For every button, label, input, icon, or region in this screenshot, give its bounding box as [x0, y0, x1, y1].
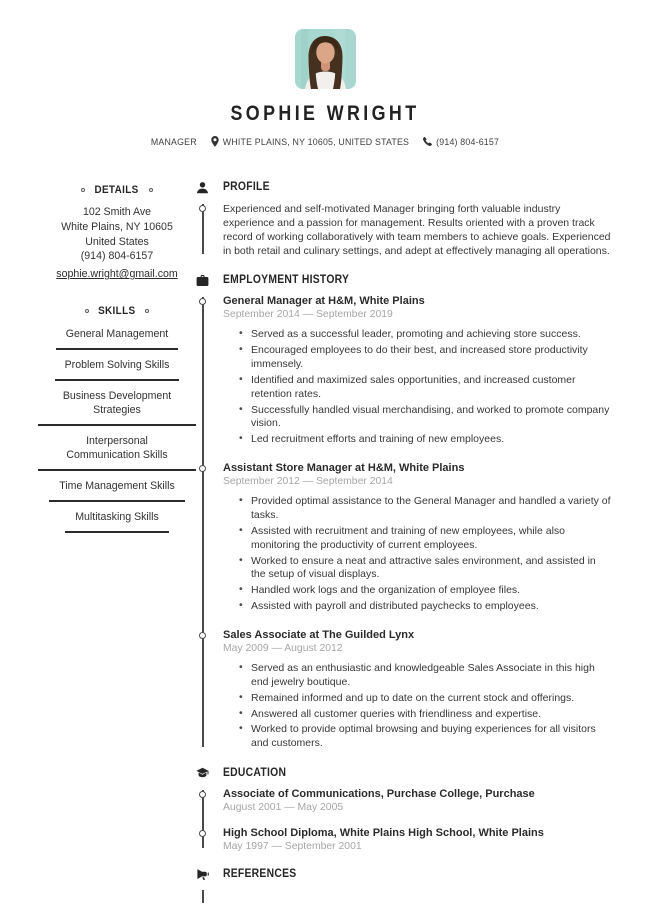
- job-bullet: • Provided optimal assistance to the General Manager and handled a variety of tasks.: [251, 495, 612, 523]
- job-dates: September 2014 — September 2019: [223, 309, 393, 321]
- phone-item: [423, 137, 499, 147]
- phone-text: (914) 804-6157: [436, 136, 500, 147]
- job-bullets: [223, 495, 612, 614]
- job-bullet: • Handled work logs and the organization of employee files.: [251, 584, 612, 598]
- ring-decoration-icon: [149, 188, 153, 192]
- profile-photo: [295, 29, 356, 89]
- location-item: [211, 136, 409, 147]
- section-education: [196, 767, 612, 852]
- job-title: General Manager at H&M, White Plains: [223, 295, 425, 308]
- detail-line: United States: [85, 235, 149, 248]
- ring-decoration-icon: [85, 309, 89, 313]
- email-link[interactable]: sophie.wright@gmail.com: [56, 268, 178, 281]
- employment-section-title: EMPLOYMENT HISTORY: [223, 274, 350, 287]
- job-bullet: • Remained informed and up to date on the current stock and offerings.: [251, 692, 612, 706]
- profile-section-title: PROFILE: [223, 181, 270, 193]
- job-bullet: • Encouraged employees to do their best, and increased store productivity immensely.: [251, 344, 612, 372]
- skill-item: Business Development Strategies: [38, 390, 196, 426]
- job-dates: September 2012 — September 2014: [223, 476, 393, 488]
- profile-text: Experienced and self-motivated Manager bringing forth valuable industry experience and a passion for management. Results oriented with a proven track record of working collaboratively with team members to achieve goals. Experienced in both retail and culinary settings, and adept at effectively managing all operations.: [223, 203, 611, 258]
- person-icon: [196, 181, 209, 194]
- graduation-cap-icon: [196, 767, 209, 780]
- main-column: [196, 181, 612, 908]
- job-bullet: • Served as a successful leader, promoting and achieving store success.: [251, 328, 612, 342]
- details-header: [38, 184, 196, 196]
- skill-item: Multitasking Skills: [65, 511, 169, 533]
- education-entry: [223, 827, 612, 852]
- education-entry: [223, 788, 612, 813]
- details-lines: [38, 205, 196, 264]
- education-section-title: EDUCATION: [223, 767, 287, 780]
- job-bullet: • Assisted with payroll and distributed paychecks to employees.: [251, 600, 612, 614]
- education-dates: August 2001 — May 2005: [223, 802, 344, 814]
- skills-title: SKILLS: [98, 305, 136, 318]
- ring-decoration-icon: [145, 309, 149, 313]
- candidate-name: SOPHIE WRIGHT: [230, 102, 420, 125]
- timeline-line: [202, 297, 204, 747]
- job-bullet: • Assisted with recruitment and training of new employees, while also monitoring the productivity of current employees.: [251, 525, 612, 553]
- location-text: WHITE PLAINS, NY 10605, UNITED STATES: [222, 136, 410, 147]
- details-title: DETAILS: [94, 184, 140, 196]
- job-bullet: • Served as an enthusiastic and knowledgeable Sales Associate in this high end jewelry boutique.: [251, 662, 612, 690]
- profile-entry: [223, 202, 612, 258]
- details-section: [38, 184, 196, 282]
- job-role: MANAGER: [150, 136, 197, 147]
- job-bullet: • Successfully handled visual merchandising, and worked to promote company vision.: [251, 404, 612, 432]
- skills-section: [38, 305, 196, 533]
- briefcase-icon: [196, 274, 209, 287]
- megaphone-icon: [196, 868, 209, 881]
- job-entry: [223, 629, 612, 751]
- skill-item: General Management: [56, 328, 178, 350]
- section-employment: [196, 274, 612, 751]
- education-dates: May 1997 — September 2001: [223, 841, 362, 853]
- job-dates: May 2009 — August 2012: [223, 643, 343, 654]
- resume-header: [0, 29, 650, 147]
- job-bullet: • Worked to provide optimal browsing and buying experiences for all visitors and customers.: [251, 723, 612, 751]
- section-profile: [196, 181, 612, 258]
- job-title: Sales Associate at The Guilded Lynx: [223, 629, 415, 641]
- references-section-title: REFERENCES: [223, 868, 297, 881]
- job-entry: [223, 295, 612, 447]
- section-references: [196, 868, 612, 908]
- timeline-stub: [202, 890, 204, 903]
- skill-item: Problem Solving Skills: [55, 359, 180, 381]
- timeline-line: [202, 790, 204, 848]
- skill-item: Time Management Skills: [49, 480, 185, 502]
- skills-list: [38, 328, 196, 533]
- education-title: Associate of Communications, Purchase College, Purchase: [223, 788, 535, 801]
- job-bullet: • Worked to ensure a neat and attractive sales environment, and assisted in the setup of visual displays.: [251, 555, 612, 583]
- contact-strip: [0, 136, 650, 147]
- detail-line: White Plains, NY 10605: [61, 220, 173, 233]
- job-title: Assistant Store Manager at H&M, White Plains: [223, 462, 465, 475]
- detail-line: 102 Smith Ave: [82, 206, 152, 218]
- ring-decoration-icon: [81, 188, 85, 192]
- detail-line: (914) 804-6157: [80, 250, 154, 263]
- job-bullets: [223, 662, 612, 751]
- skills-header: [38, 305, 196, 317]
- job-bullet: • Led recruitment efforts and training of new employees.: [251, 433, 612, 447]
- phone-icon: [423, 137, 432, 146]
- job-bullet: • Answered all customer queries with friendliness and expertise.: [251, 708, 612, 722]
- education-title: High School Diploma, White Plains High School, White Plains: [223, 827, 544, 840]
- skill-item: Interpersonal Communication Skills: [38, 435, 196, 471]
- job-entry: [223, 462, 612, 614]
- profile-photo-illustration: [295, 29, 356, 89]
- sidebar: [38, 184, 196, 542]
- job-bullet: • Identified and maximized sales opportunities, and increased customer retention rates.: [251, 374, 612, 402]
- location-pin-icon: [211, 136, 219, 147]
- job-bullets: [223, 328, 612, 447]
